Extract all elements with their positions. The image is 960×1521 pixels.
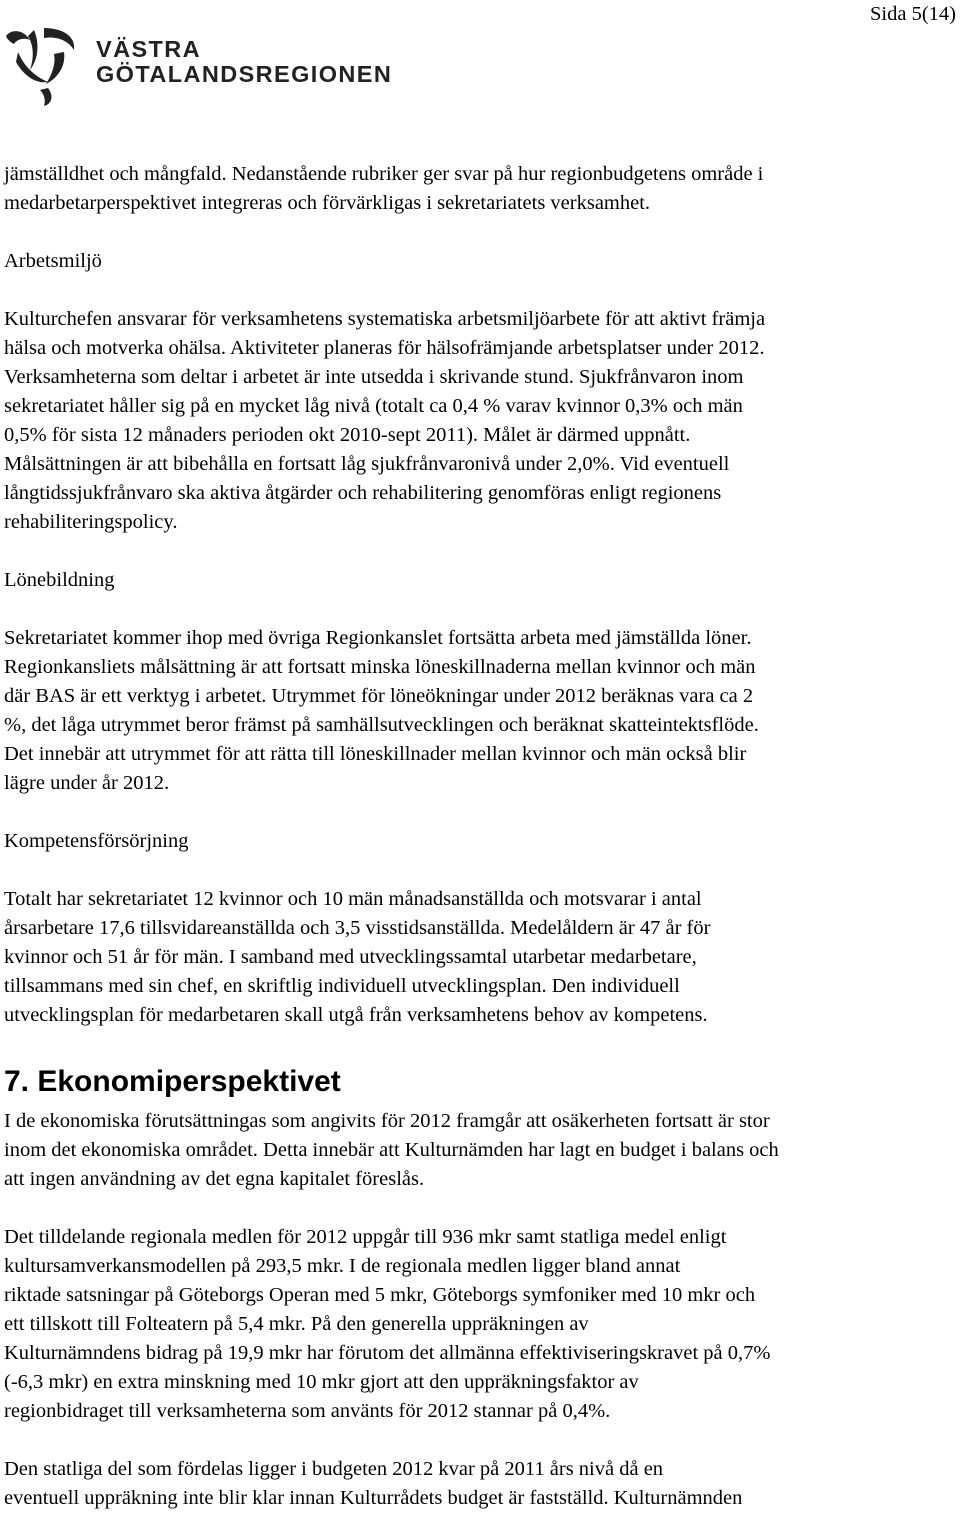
subheading-kompetensforsorjning: Kompetensförsörjning [4, 830, 189, 852]
text-line: tillsammans med sin chef, en skriftlig individuell utvecklingsplan. Den individuell [4, 975, 680, 997]
text-line: hälsa och motverka ohälsa. Aktiviteter planeras för hälsofrämjande arbetsplatser under 2012. [4, 337, 765, 359]
text-line: medarbetarperspektivet integreras och förvärkligas i sekretariatets verksamhet. [4, 192, 651, 214]
logo-emblem-icon [4, 26, 94, 108]
text-line: 0,5% för sista 12 månaders perioden okt 2010-sept 2011). Målet är därmed uppnått. [4, 424, 691, 446]
text-line: Det tilldelande regionala medlen för 2012 uppgår till 936 mkr samt statliga medel enligt [4, 1226, 727, 1248]
text-line: jämställdhet och mångfald. Nedanstående rubriker ger svar på hur regionbudgetens område i [4, 163, 764, 185]
text-line: Kulturnämndens bidrag på 19,9 mkr har förutom det allmänna effektiviseringskravet på 0,7% [4, 1342, 771, 1364]
text-line: ett tillskott till Folteatern på 5,4 mkr. På den generella uppräkningen av [4, 1313, 589, 1335]
text-line: Regionkansliets målsättning är att fortsatt minska löneskillnaderna mellan kvinnor och män [4, 656, 756, 678]
arbetsmiljo-paragraph [4, 305, 959, 537]
ekonomi-paragraph-3 [4, 1455, 959, 1513]
text-line: lägre under år 2012. [4, 772, 170, 794]
text-line: Målsättningen är att bibehålla en fortsatt låg sjukfrånvaronivå under 2,0%. Vid eventuell [4, 453, 730, 475]
text-line: kvinnor och 51 år för män. I samband med utvecklingssamtal utarbetar medarbetare, [4, 946, 697, 968]
document-body [4, 160, 959, 1513]
text-line: Verksamheterna som deltar i arbetet är inte utsedda i skrivande stund. Sjukfrånvaron inom [4, 366, 744, 388]
section-heading-ekonomiperspektivet: 7. Ekonomiperspektivet [4, 1065, 341, 1098]
ekonomi-paragraph-1 [4, 1107, 959, 1194]
text-line: Totalt har sekretariatet 12 kvinnor och 10 män månadsanställda och motsvarar i antal [4, 888, 702, 910]
text-line: där BAS är ett verktyg i arbetet. Utrymmet för löneökningar under 2012 beräknas vara ca 2 [4, 685, 754, 707]
text-line: långtidssjukfrånvaro ska aktiva åtgärder och rehabilitering genomföras enligt regionens [4, 482, 722, 504]
ekonomi-paragraph-2 [4, 1223, 959, 1426]
logo-text-line-2: GÖTALANDSREGIONEN [96, 61, 393, 87]
text-line: Kulturchefen ansvarar för verksamhetens systematiska arbetsmiljöarbete för att aktivt främja [4, 308, 766, 330]
text-line: Den statliga del som fördelas ligger i budgeten 2012 kvar på 2011 års nivå då en [4, 1458, 664, 1480]
text-line: riktade satsningar på Göteborgs Operan med 5 mkr, Göteborgs symfoniker med 10 mkr och [4, 1284, 756, 1306]
text-line: %, det låga utrymmet beror främst på samhällsutvecklingen och beräknat skatteintektsflöde. [4, 714, 759, 736]
text-line: (-6,3 mkr) en extra minskning med 10 mkr gjort att den uppräkningsfaktor av [4, 1371, 639, 1393]
subheading-lonebildning: Lönebildning [4, 569, 115, 591]
text-line: utvecklingsplan för medarbetaren skall utgå från verksamhetens behov av kompetens. [4, 1004, 708, 1026]
kompetens-paragraph [4, 885, 959, 1030]
text-line: Det innebär att utrymmet för att rätta till löneskillnader mellan kvinnor och män också blir [4, 743, 747, 765]
vastra-gotalandsregionen-logo [4, 26, 394, 108]
text-line: I de ekonomiska förutsättningas som angivits för 2012 framgår att osäkerheten fortsatt är stor [4, 1110, 770, 1132]
text-line: inom det ekonomiska området. Detta innebär att Kulturnämden har lagt en budget i balans och [4, 1139, 779, 1161]
text-line: kultursamverkansmodellen på 293,5 mkr. I de regionala medlen ligger bland annat [4, 1255, 681, 1277]
text-line: Sekretariatet kommer ihop med övriga Regionkanslet fortsätta arbeta med jämställda löner. [4, 627, 752, 649]
text-line: regionbidraget till verksamheterna som använts för 2012 stannar på 0,4%. [4, 1400, 611, 1422]
text-line: eventuell uppräkning inte blir klar innan Kulturrådets budget är fastställd. Kulturnämnden [4, 1487, 743, 1509]
intro-paragraph [4, 160, 959, 218]
subheading-arbetsmiljo: Arbetsmiljö [4, 250, 102, 272]
logo-text-line-1: VÄSTRA [96, 36, 202, 62]
text-line: sekretariatet håller sig på en mycket låg nivå (totalt ca 0,4 % varav kvinnor 0,3% och män [4, 395, 743, 417]
text-line: årsarbetare 17,6 tillsvidareanställda och 3,5 visstidsanställda. Medelåldern är 47 år för [4, 917, 711, 939]
lonebildning-paragraph [4, 624, 959, 798]
text-line: rehabiliteringspolicy. [4, 511, 178, 533]
text-line: att ingen användning av det egna kapitalet föreslås. [4, 1168, 425, 1190]
page-number: Sida 5(14) [870, 3, 956, 25]
